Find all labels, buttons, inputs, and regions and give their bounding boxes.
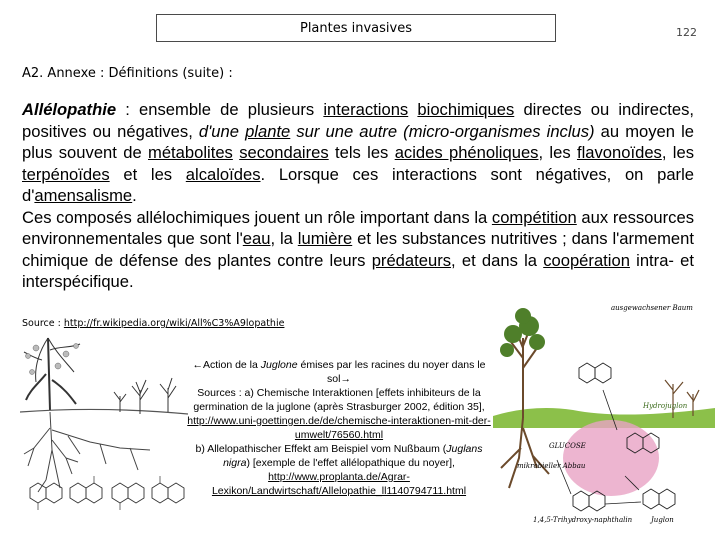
allelopathy-diagram (493, 298, 715, 534)
source-line (22, 318, 284, 329)
text-run: , la (270, 229, 298, 248)
definition-text (22, 99, 694, 293)
text-run: et les (109, 164, 186, 184)
label-trihydroxy: 1,4,5-Trihydroxy-naphthalin (533, 516, 633, 524)
caption-text: émises par les racines du noyer dans le sol→ (297, 359, 486, 385)
caption-link-proplanta[interactable]: http://www.proplanta.de/Agrar-Lexikon/Landwirtschaft/Allelopathie_ll1140794711.html (211, 471, 467, 497)
label-juglon: Juglon (651, 516, 674, 524)
caption-text: ) [exemple de l'effet allélopathique du noyer], (246, 457, 455, 469)
link-eau[interactable]: eau (242, 229, 271, 248)
caption-text: ←Action de la (192, 359, 261, 371)
text-run: , les (661, 143, 694, 162)
text-run: tels les (328, 143, 395, 162)
link-interactions[interactable]: interactions (323, 100, 409, 119)
source-link[interactable]: http://fr.wikipedia.org/wiki/All%C3%A9lopathie (63, 318, 285, 329)
caption-italic: Juglone (260, 359, 298, 371)
text-run: , les (538, 143, 577, 162)
link-lumiere[interactable]: lumière (297, 229, 353, 248)
source-label: Source : (22, 318, 64, 329)
link-plante[interactable]: plante (245, 121, 291, 141)
text-run: et les substances nutritives ; dans l'armement chimique de défense des plantes contre leurs (22, 229, 694, 270)
figure-caption (186, 358, 492, 498)
label-hydrojuglon: Hydrojuglon (643, 402, 688, 410)
definition-term: Allélopathie (22, 100, 117, 119)
text-run: aux ressources environnementales que sont l' (22, 207, 694, 248)
text-run: sur une autre (micro-organismes inclus) (290, 121, 595, 141)
caption-italic: Juglans nigra (223, 443, 483, 469)
text-run: directes ou indirectes, positives ou négatives, (22, 100, 694, 141)
text-run: : ensemble de plusieurs (116, 100, 324, 119)
link-amensalisme[interactable]: amensalisme (34, 186, 133, 205)
walnut-roots-illustration (20, 330, 188, 530)
page-number: 122 (676, 26, 697, 39)
label-abbau: mikrobieller Abbau (517, 462, 586, 470)
text-run: d'une (198, 121, 246, 141)
link-competition[interactable]: compétition (491, 207, 577, 227)
link-terpenoides[interactable]: terpénoïdes (22, 164, 110, 184)
link-predateurs[interactable]: prédateurs (371, 250, 452, 270)
soil-zone (563, 420, 659, 496)
section-heading: A2. Annexe : Définitions (suite) : (22, 66, 233, 81)
definition-paragraph-1 (22, 99, 694, 207)
definition-paragraph-2 (22, 207, 694, 293)
link-secondaires[interactable]: secondaires (239, 143, 329, 162)
caption-text: Sources : a) Chemische Interaktionen [effets inhibiteurs de la germination de la juglone (après Strasburger 2002, édition 35], (193, 387, 485, 413)
text-run: intra- et interspécifique. (22, 250, 694, 291)
text-run: . (132, 186, 137, 205)
label-tree: ausgewachsener Baum (611, 304, 693, 312)
link-biochimiques[interactable]: biochimiques (417, 100, 515, 119)
header-title-box (156, 14, 556, 42)
label-glucose: GLUCOSE (549, 442, 586, 450)
text-run: Ces composés allélochimiques jouent un rôle important dans la (22, 207, 492, 227)
link-acides-phenoliques[interactable]: acides phénoliques (394, 143, 539, 162)
text-run: au moyen le plus souvent de (22, 121, 695, 162)
link-flavonoides[interactable]: flavonoïdes (576, 143, 662, 162)
link-metabolites[interactable]: métabolites (148, 143, 233, 162)
caption-link-goettingen[interactable]: http://www.uni-goettingen.de/de/chemische-interaktionen-mit-der-umwelt/76560.html (187, 415, 491, 441)
link-alcaloides[interactable]: alcaloïdes (185, 164, 261, 184)
text-run: , et dans la (451, 250, 544, 270)
link-cooperation[interactable]: coopération (543, 250, 630, 270)
document-title: Plantes invasives (299, 21, 413, 36)
text-run: . Lorsque ces interactions sont négatives, on parle d' (22, 164, 694, 205)
caption-text: b) Allelopathischer Effekt am Beispiel vom Nußbaum ( (195, 443, 447, 455)
